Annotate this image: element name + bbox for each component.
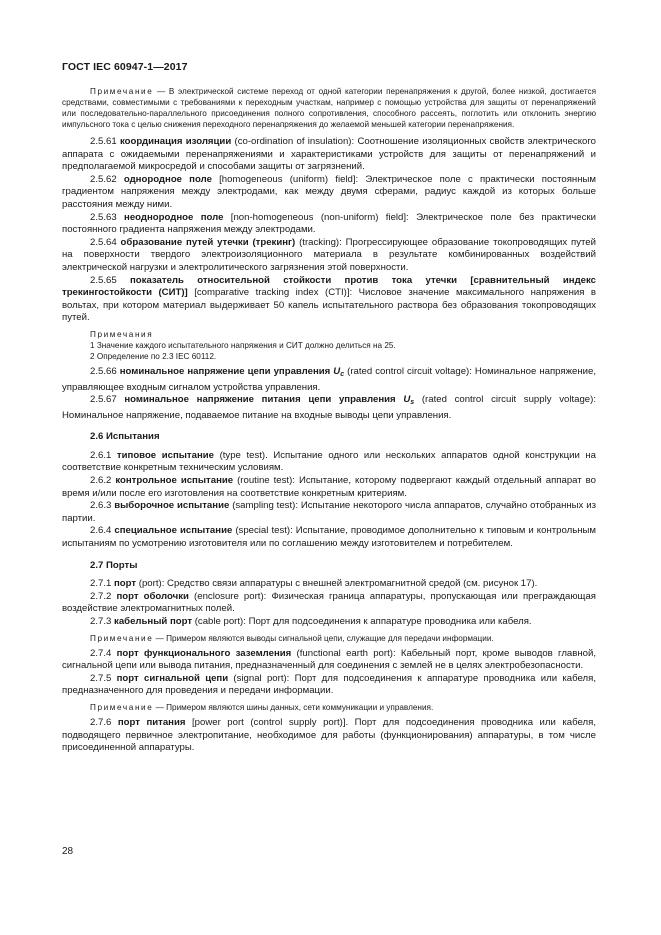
- note-label: Примечание: [90, 702, 154, 712]
- def-number: 2.5.63: [90, 211, 125, 223]
- def-text: (rated control circuit voltage): Номинальное напряжение, управляющее входным сигналом устройства управления.: [62, 365, 596, 393]
- note-text: — Примером являются шины данных, сети коммуникации и управления.: [153, 702, 434, 712]
- definition-2-5-61: [62, 136, 596, 174]
- definition-2-6-4: [62, 525, 596, 550]
- note-label: Примечание: [90, 633, 154, 643]
- def-text: (sampling test): Испытание некоторого числа аппаратов, случайно отобранных из партии.: [62, 500, 596, 524]
- note-text: — Примером являются выводы сигнальной цепи, служащие для передачи информации.: [153, 633, 494, 643]
- def-number: 2.5.67: [90, 394, 125, 406]
- def-number: 2.6.4: [90, 525, 115, 537]
- def-text: (cable port): Порт для подсоединения к аппаратуре проводника или кабеля.: [192, 616, 532, 627]
- note-item-1: 1 Значение каждого испытательного напряжения и СИТ должно делиться на 25.: [90, 340, 396, 350]
- definition-2-5-64: [62, 237, 596, 275]
- definition-2-6-3: [62, 500, 596, 525]
- def-number: 2.6.3: [90, 500, 115, 512]
- definition-2-7-2: [62, 591, 596, 616]
- def-text: (rated control circuit supply voltage): Номинальное напряжение, подаваемое питание на входные выводы цепи управления.: [62, 394, 597, 421]
- symbol-subscript: c: [340, 370, 345, 378]
- symbol: U: [403, 394, 411, 406]
- def-term: кабельный порт: [114, 616, 193, 627]
- note-cable-port: [62, 633, 596, 644]
- note-text: — В электрической системе переход от одной категории перенапряжения к другой, более низкой, достигается средствами, совместимыми с требованиями к переходным участкам, например с помощью устройства для защиты от перенапряжений или последовательно-параллельного присоединения полного сопротивления, способного рассеять, поглотить или отклонить энергию импульсного тока с целью снижения переходного перенапряжения до желаемой меньшей категории перенапряжения.: [62, 87, 596, 129]
- def-text: (type test). Испытание одного или нескольких аппаратов одной конструкции на соответствие конкретным техническим условиям.: [62, 449, 596, 474]
- document-header: ГОСТ IEC 60947-1—2017: [62, 61, 188, 73]
- note-item-2: 2 Определение по 2.3 IEC 60112.: [90, 351, 217, 361]
- note-overvoltage: [62, 86, 596, 130]
- def-number: 2.7.4: [90, 647, 117, 659]
- def-number: 2.7.6: [90, 716, 118, 728]
- def-text: (port): Средство связи аппаратуры с внешней электромагнитной средой (см. рисунок 17).: [136, 578, 538, 590]
- def-term: порт: [114, 578, 137, 590]
- def-text: [non-homogeneous (non-uniform) field]: Электрическое поле без практически постоянного градиента напряжения между электродами.: [62, 211, 596, 236]
- definition-2-7-4: [62, 648, 596, 673]
- definition-2-6-2: [62, 475, 596, 500]
- def-text: (functional earth port): Кабельный порт, кроме выводов главной, сигнальной цепи или вывода питания, предназначенный для соединения с землей не в целях электробезопасности.: [62, 647, 597, 672]
- def-term: выборочное испытание: [114, 500, 230, 512]
- definition-2-6-1: [62, 450, 596, 475]
- definition-2-5-66: [62, 366, 596, 394]
- section-heading-ports: 2.7 Порты: [90, 559, 138, 571]
- def-text: (tracking): Прогрессирующее образование токопроводящих путей на поверхности твердого электроизоляционного материала в результате комбинированных воздействий электрической нагрузки и электролитического загрязнения этой поверхности.: [62, 236, 596, 273]
- def-term: номинальное напряжение питания цепи управления: [124, 394, 404, 406]
- notes-label: Примечания: [90, 329, 154, 339]
- def-term: координация изоляции: [119, 136, 232, 147]
- def-number: 2.6.2: [90, 475, 116, 487]
- def-text: (enclosure port): Физическая граница аппаратуры, пропускающая или преграждающая воздействие электромагнитных полей.: [62, 590, 596, 615]
- def-text: (co-ordination of insulation): Соотношение изоляционных свойств электрического аппарата с ожидаемыми перенапряжениями и характеристиками устройств для защиты от перенапряжений и предполагаемой микросредой и способами защиты от загрязнений.: [62, 136, 596, 173]
- definition-2-7-1: [62, 578, 596, 591]
- def-term: показатель относительной стойкости против тока утечки [сравнительный индекс трекингостойкости (СИТ)]: [62, 274, 597, 299]
- def-text: (special test): Испытание, проводимое дополнительно к типовым и контрольным испытаниям по усмотрению изготовителя или по соглашению между изготовителем и потребителем.: [62, 525, 596, 550]
- definition-2-7-5: [62, 673, 596, 698]
- definition-2-5-62: [62, 174, 596, 212]
- def-term: порт сигнальной цепи: [116, 672, 229, 684]
- def-text: [comparative tracking index (CTI)]: Числовое значение максимального напряжения в вольтах, при котором материал выдерживает 50 капель испытательного раствора без образования токопроводящих путей.: [62, 287, 596, 324]
- def-term: однородное поле: [123, 173, 212, 185]
- def-number: 2.5.61: [90, 136, 120, 147]
- def-number: 2.7.1: [90, 578, 115, 590]
- def-text: [power port (control supply port)]. Порт для подсоединения проводника или кабеля, подводящего первичное электропитание, необходимое для работы (функционирования) аппаратуры, в том числе присоединенной аппаратуры.: [62, 716, 596, 754]
- def-text: [homogeneous (uniform) field]: Электрическое поле с практически постоянным градиентом напряжения между электродами, как между двумя сферами, радиус каждой из которых больше расстояния между ними.: [62, 173, 596, 210]
- note-label: Примечание: [90, 87, 154, 96]
- def-term: типовое испытание: [116, 449, 214, 461]
- note-signal-port: [62, 702, 596, 713]
- definition-2-5-67: [62, 394, 596, 422]
- def-term: порт оболочки: [116, 590, 189, 602]
- def-term: порт питания: [117, 716, 186, 728]
- def-term: образование путей утечки (трекинг): [120, 236, 296, 248]
- def-number: 2.7.3: [90, 616, 115, 627]
- page-number: 28: [62, 846, 74, 857]
- definition-2-7-3: [62, 616, 596, 629]
- def-term: номинальное напряжение цепи управления: [119, 365, 334, 377]
- def-term: контрольное испытание: [115, 475, 234, 487]
- def-text: (routine test): Испытание, которому подвергают каждый отдельный аппарат во время и/или после его изготовления на соответствие конкретным критериям.: [62, 475, 596, 499]
- page-content: [62, 86, 596, 755]
- def-number: 2.5.65: [90, 274, 130, 286]
- definition-2-5-65: [62, 275, 596, 325]
- symbol: U: [333, 365, 341, 377]
- def-text: (signal port): Порт для подсоединения к аппаратуре проводника или кабеля, предназначенного для проведения и передачи информации.: [62, 672, 596, 697]
- section-heading-tests: 2.6 Испытания: [90, 431, 160, 443]
- def-term: порт функционального заземления: [116, 647, 292, 659]
- def-number: 2.5.62: [90, 173, 124, 185]
- def-number: 2.5.64: [90, 236, 121, 248]
- definition-2-5-63: [62, 212, 596, 237]
- def-number: 2.7.2: [90, 590, 117, 602]
- definition-2-7-6: [62, 717, 596, 755]
- def-number: 2.6.1: [90, 449, 117, 461]
- def-term: неоднородное поле: [124, 211, 224, 223]
- symbol-subscript: s: [410, 399, 415, 407]
- def-number: 2.5.66: [90, 365, 120, 377]
- def-number: 2.7.5: [90, 672, 117, 684]
- def-term: специальное испытание: [114, 525, 233, 537]
